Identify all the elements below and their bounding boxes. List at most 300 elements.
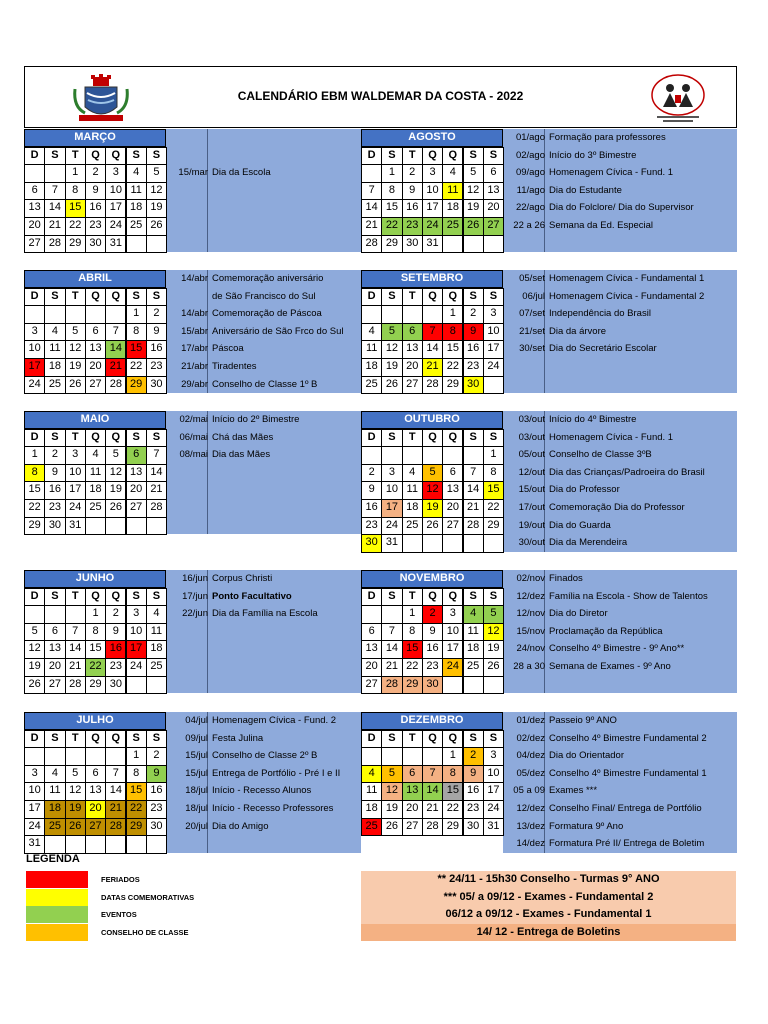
day-cell-outubro-13: 13 (442, 481, 463, 500)
event-text: Homenagem Cívica - Fundamental 2 (549, 290, 705, 302)
day-cell-outubro-17: 17 (381, 499, 402, 518)
day-header: Q (422, 147, 443, 166)
day-cell-abril-17: 17 (24, 358, 45, 377)
day-cell-setembro-21: 21 (422, 358, 443, 377)
day-cell-junho-3: 3 (126, 605, 147, 624)
day-cell-março-30: 30 (85, 235, 106, 254)
day-header: Q (85, 588, 106, 607)
event-date: 03/out (518, 431, 545, 443)
day-cell-março-24: 24 (105, 217, 126, 236)
day-header: S (126, 730, 147, 749)
day-cell-maio-28: 28 (146, 499, 167, 518)
day-cell-junho-2: 2 (105, 605, 126, 624)
event-date: 28 a 30 (513, 661, 545, 672)
day-cell-novembro-30: 30 (422, 676, 443, 695)
event-date: 15/abr (181, 325, 208, 337)
event-date: 09/ago (515, 167, 545, 179)
day-header: Q (85, 429, 106, 448)
day-cell-dezembro-7: 7 (422, 765, 443, 784)
event-date: 11/ago (516, 184, 545, 196)
day-cell-maio-4: 4 (85, 446, 106, 465)
day-cell-outubro-10: 10 (381, 481, 402, 500)
event-item (168, 588, 359, 606)
day-cell-outubro-23: 23 (361, 517, 382, 536)
day-cell-maio-8: 8 (24, 464, 45, 483)
day-cell-empty (442, 676, 463, 695)
day-cell-setembro-8: 8 (442, 323, 463, 342)
day-header: Q (105, 147, 126, 166)
event-text: Dia das Crianças/Padroeira do Brasil (549, 466, 705, 478)
day-cell-outubro-28: 28 (463, 517, 484, 536)
day-cell-outubro-15: 15 (483, 481, 504, 500)
day-cell-setembro-16: 16 (463, 340, 484, 359)
day-cell-agosto-21: 21 (361, 217, 382, 236)
event-date: 15/jul (185, 767, 208, 779)
day-cell-março-16: 16 (85, 199, 106, 218)
day-cell-julho-23: 23 (146, 800, 167, 819)
day-cell-junho-8: 8 (85, 623, 106, 642)
day-cell-maio-12: 12 (105, 464, 126, 483)
day-cell-dezembro-19: 19 (381, 800, 402, 819)
event-item (505, 765, 735, 783)
day-cell-novembro-22: 22 (402, 658, 423, 677)
day-cell-dezembro-27: 27 (402, 818, 423, 837)
day-cell-outubro-8: 8 (483, 464, 504, 483)
event-item (505, 446, 735, 464)
day-cell-outubro-5: 5 (422, 464, 443, 483)
event-date: 17/jun (182, 590, 208, 602)
day-cell-empty (381, 605, 402, 624)
event-item (168, 147, 359, 165)
day-cell-setembro-19: 19 (381, 358, 402, 377)
day-cell-abril-1: 1 (126, 305, 147, 324)
day-cell-empty (24, 305, 45, 324)
day-cell-empty (105, 835, 126, 854)
day-cell-abril-8: 8 (126, 323, 147, 342)
event-item (505, 182, 735, 200)
day-cell-agosto-27: 27 (483, 217, 504, 236)
day-cell-setembro-7: 7 (422, 323, 443, 342)
event-item (505, 588, 735, 606)
day-cell-junho-28: 28 (65, 676, 86, 695)
day-cell-julho-28: 28 (105, 818, 126, 837)
event-item (168, 164, 359, 182)
event-text: Dia do Folclore/ Dia do Supervisor (549, 202, 694, 214)
day-cell-dezembro-14: 14 (422, 782, 443, 801)
day-cell-agosto-28: 28 (361, 235, 382, 254)
day-cell-março-21: 21 (44, 217, 65, 236)
day-cell-março-28: 28 (44, 235, 65, 254)
day-header: S (381, 147, 402, 166)
event-item (168, 305, 359, 323)
day-cell-março-7: 7 (44, 182, 65, 201)
day-header: Q (85, 147, 106, 166)
day-cell-dezembro-8: 8 (442, 765, 463, 784)
day-cell-dezembro-16: 16 (463, 782, 484, 801)
day-cell-empty (483, 376, 504, 395)
event-item (168, 570, 359, 588)
day-cell-julho-4: 4 (44, 765, 65, 784)
event-date: 13/dez (516, 820, 545, 832)
school-logo (647, 73, 709, 123)
day-cell-abril-12: 12 (65, 340, 86, 359)
event-date: 24/nov (516, 643, 545, 655)
day-cell-empty (402, 305, 423, 324)
event-item (505, 129, 735, 147)
event-text: de São Francisco do Sul (212, 290, 316, 302)
day-cell-agosto-14: 14 (361, 199, 382, 218)
day-cell-julho-12: 12 (65, 782, 86, 801)
day-cell-março-11: 11 (126, 182, 147, 201)
event-text: Aniversário de São Frco do Sul (212, 325, 344, 337)
day-cell-empty (463, 235, 484, 254)
event-date: 05/dez (516, 767, 545, 779)
day-header: S (44, 288, 65, 307)
event-text: Dia da Família na Escola (212, 608, 318, 620)
event-text: Dia do Professor (549, 484, 620, 496)
event-date: 12/out (518, 466, 545, 478)
day-header: Q (105, 429, 126, 448)
page-title: CALENDÁRIO EBM WALDEMAR DA COSTA - 2022 (237, 89, 524, 103)
day-cell-junho-13: 13 (44, 640, 65, 659)
day-cell-dezembro-1: 1 (442, 747, 463, 766)
day-cell-agosto-2: 2 (402, 164, 423, 183)
day-cell-empty (44, 747, 65, 766)
day-cell-dezembro-3: 3 (483, 747, 504, 766)
day-cell-empty (146, 676, 167, 695)
event-item (168, 765, 359, 783)
day-header: D (24, 730, 45, 749)
day-cell-julho-9: 9 (146, 765, 167, 784)
day-cell-empty (126, 676, 147, 695)
day-cell-julho-16: 16 (146, 782, 167, 801)
day-cell-junho-10: 10 (126, 623, 147, 642)
event-item (168, 712, 359, 730)
day-cell-abril-9: 9 (146, 323, 167, 342)
day-cell-novembro-18: 18 (463, 640, 484, 659)
day-cell-outubro-4: 4 (402, 464, 423, 483)
event-text: Entrega de Portfólio - Pré I e II (212, 767, 341, 779)
legend-swatch (26, 906, 88, 923)
event-item (505, 464, 735, 482)
event-text: Finados (549, 573, 583, 584)
day-cell-julho-25: 25 (44, 818, 65, 837)
day-cell-março-31: 31 (105, 235, 126, 254)
day-cell-novembro-29: 29 (402, 676, 423, 695)
day-cell-julho-24: 24 (24, 818, 45, 837)
day-cell-agosto-17: 17 (422, 199, 443, 218)
day-header: S (146, 429, 167, 448)
day-cell-empty (381, 305, 402, 324)
event-item (505, 623, 735, 641)
event-item (168, 288, 359, 306)
event-date: 15/nov (516, 625, 545, 637)
day-cell-agosto-22: 22 (381, 217, 402, 236)
event-text: Dia da Escola (212, 167, 271, 179)
day-cell-julho-6: 6 (85, 765, 106, 784)
day-header: Q (442, 147, 463, 166)
event-text: Conselho de Classe 2º B (212, 750, 318, 762)
day-cell-julho-10: 10 (24, 782, 45, 801)
day-header: D (24, 147, 45, 166)
day-cell-novembro-5: 5 (483, 605, 504, 624)
day-cell-maio-24: 24 (65, 499, 86, 518)
day-cell-agosto-15: 15 (381, 199, 402, 218)
day-cell-dezembro-30: 30 (463, 818, 484, 837)
day-cell-setembro-29: 29 (442, 376, 463, 395)
day-header: S (463, 147, 484, 166)
day-cell-empty (483, 235, 504, 254)
event-text: Início do 3º Bimestre (549, 149, 637, 161)
day-cell-julho-1: 1 (126, 747, 147, 766)
day-cell-empty (402, 446, 423, 465)
day-cell-abril-7: 7 (105, 323, 126, 342)
day-cell-junho-25: 25 (146, 658, 167, 677)
day-cell-maio-17: 17 (65, 481, 86, 500)
legend-label: EVENTOS (101, 910, 137, 920)
day-header: D (361, 288, 382, 307)
day-cell-empty (361, 446, 382, 465)
day-cell-dezembro-24: 24 (483, 800, 504, 819)
day-cell-abril-23: 23 (146, 358, 167, 377)
day-cell-empty (126, 235, 147, 254)
day-cell-dezembro-11: 11 (361, 782, 382, 801)
day-cell-maio-19: 19 (105, 481, 126, 500)
day-cell-novembro-16: 16 (422, 640, 443, 659)
event-date: 05/set (519, 273, 545, 284)
day-header: D (361, 429, 382, 448)
day-cell-setembro-13: 13 (402, 340, 423, 359)
day-header: S (44, 147, 65, 166)
day-cell-maio-10: 10 (65, 464, 86, 483)
day-header: S (126, 288, 147, 307)
day-cell-empty (381, 446, 402, 465)
event-item (168, 358, 359, 376)
day-cell-empty (402, 747, 423, 766)
day-cell-março-22: 22 (65, 217, 86, 236)
day-cell-julho-31: 31 (24, 835, 45, 854)
event-item (505, 147, 735, 165)
day-cell-empty (381, 747, 402, 766)
day-cell-novembro-26: 26 (483, 658, 504, 677)
day-cell-abril-2: 2 (146, 305, 167, 324)
day-cell-empty (126, 835, 147, 854)
day-cell-empty (483, 676, 504, 695)
day-cell-abril-13: 13 (85, 340, 106, 359)
day-cell-agosto-29: 29 (381, 235, 402, 254)
day-cell-novembro-7: 7 (381, 623, 402, 642)
day-cell-julho-14: 14 (105, 782, 126, 801)
day-cell-empty (146, 517, 167, 536)
event-date: 02/nov (516, 573, 545, 584)
day-cell-setembro-18: 18 (361, 358, 382, 377)
day-cell-junho-14: 14 (65, 640, 86, 659)
event-date: 07/set (519, 308, 545, 320)
day-cell-maio-3: 3 (65, 446, 86, 465)
day-cell-dezembro-15: 15 (442, 782, 463, 801)
event-text: Conselho de Classe 3ºB (549, 449, 652, 461)
school-logo-icon (647, 73, 709, 123)
day-cell-empty (44, 164, 65, 183)
day-cell-maio-21: 21 (146, 481, 167, 500)
day-cell-agosto-8: 8 (381, 182, 402, 201)
day-cell-novembro-27: 27 (361, 676, 382, 695)
day-header: D (361, 147, 382, 166)
month-title-abril: ABRIL (24, 270, 166, 288)
day-cell-empty (463, 676, 484, 695)
event-item (168, 800, 359, 818)
day-cell-março-25: 25 (126, 217, 147, 236)
day-cell-setembro-10: 10 (483, 323, 504, 342)
day-cell-setembro-22: 22 (442, 358, 463, 377)
day-header: T (65, 147, 86, 166)
day-cell-outubro-26: 26 (422, 517, 443, 536)
day-cell-novembro-1: 1 (402, 605, 423, 624)
day-cell-agosto-11: 11 (442, 182, 463, 201)
day-cell-empty (146, 235, 167, 254)
event-date: 22/jun (182, 608, 208, 620)
event-item (505, 747, 735, 765)
day-cell-novembro-3: 3 (442, 605, 463, 624)
event-date: 01/ago (515, 132, 545, 143)
day-cell-maio-7: 7 (146, 446, 167, 465)
event-text: Família na Escola - Show de Talentos (549, 590, 708, 602)
day-cell-novembro-4: 4 (463, 605, 484, 624)
day-cell-julho-27: 27 (85, 818, 106, 837)
day-cell-setembro-28: 28 (422, 376, 443, 395)
day-cell-agosto-12: 12 (463, 182, 484, 201)
event-item (505, 712, 735, 730)
day-cell-dezembro-12: 12 (381, 782, 402, 801)
day-cell-setembro-11: 11 (361, 340, 382, 359)
event-text: Homenagem Cívica - Fund. 1 (549, 167, 674, 179)
day-cell-março-15: 15 (65, 199, 86, 218)
day-cell-agosto-25: 25 (442, 217, 463, 236)
event-item (505, 164, 735, 182)
day-cell-setembro-30: 30 (463, 376, 484, 395)
day-header: D (24, 588, 45, 607)
day-cell-maio-27: 27 (126, 499, 147, 518)
day-cell-agosto-16: 16 (402, 199, 423, 218)
day-cell-março-3: 3 (105, 164, 126, 183)
day-cell-abril-18: 18 (44, 358, 65, 377)
day-cell-abril-25: 25 (44, 376, 65, 395)
event-item (168, 340, 359, 358)
event-text: Homenagem Cívica - Fundamental 1 (549, 273, 705, 284)
note-line: ** 24/11 - 15h30 Conselho - Turmas 9° ANO (361, 871, 736, 889)
event-item (168, 411, 359, 429)
day-cell-empty (442, 446, 463, 465)
event-item (505, 730, 735, 748)
event-item (505, 270, 735, 288)
event-text: Dia do Guarda (549, 519, 611, 531)
day-cell-outubro-12: 12 (422, 481, 443, 500)
day-cell-dezembro-4: 4 (361, 765, 382, 784)
event-text: Chá das Mães (212, 431, 274, 443)
day-cell-setembro-9: 9 (463, 323, 484, 342)
event-text: Conselho de Classe 1º B (212, 378, 318, 390)
day-cell-março-26: 26 (146, 217, 167, 236)
day-header: S (381, 588, 402, 607)
day-cell-empty (361, 164, 382, 183)
day-cell-abril-6: 6 (85, 323, 106, 342)
day-cell-setembro-23: 23 (463, 358, 484, 377)
day-header: Q (85, 288, 106, 307)
day-cell-novembro-12: 12 (483, 623, 504, 642)
day-cell-novembro-24: 24 (442, 658, 463, 677)
day-header: T (65, 588, 86, 607)
day-cell-abril-26: 26 (65, 376, 86, 395)
day-cell-abril-27: 27 (85, 376, 106, 395)
event-text: Independência do Brasil (549, 308, 651, 320)
event-item (505, 570, 735, 588)
day-cell-agosto-10: 10 (422, 182, 443, 201)
event-date: 12/dez (516, 803, 545, 814)
event-text: Semana da Ed. Especial (549, 220, 654, 231)
event-text: Exames *** (549, 785, 598, 797)
day-cell-outubro-19: 19 (422, 499, 443, 518)
day-cell-agosto-6: 6 (483, 164, 504, 183)
event-date: 18/jul (185, 803, 208, 814)
day-cell-novembro-15: 15 (402, 640, 423, 659)
day-header: Q (422, 730, 443, 749)
day-cell-empty (65, 605, 86, 624)
event-text: Ponto Facultativo (212, 590, 292, 602)
day-cell-dezembro-26: 26 (381, 818, 402, 837)
event-date: 14/abr (181, 273, 208, 284)
event-text: Festa Julina (212, 732, 264, 744)
note-line: 14/ 12 - Entrega de Boletins (361, 924, 736, 942)
day-cell-dezembro-18: 18 (361, 800, 382, 819)
event-item (505, 782, 735, 800)
day-cell-setembro-20: 20 (402, 358, 423, 377)
day-cell-outubro-7: 7 (463, 464, 484, 483)
day-header: S (463, 588, 484, 607)
day-cell-dezembro-29: 29 (442, 818, 463, 837)
day-cell-outubro-18: 18 (402, 499, 423, 518)
day-cell-março-20: 20 (24, 217, 45, 236)
day-cell-novembro-23: 23 (422, 658, 443, 677)
day-cell-empty (44, 305, 65, 324)
day-header: D (361, 588, 382, 607)
event-date: 21/set (519, 325, 545, 337)
day-header: D (361, 730, 382, 749)
day-cell-dezembro-23: 23 (463, 800, 484, 819)
event-text: Conselho 4º Bimestre Fundamental 2 (549, 732, 707, 744)
day-cell-julho-18: 18 (44, 800, 65, 819)
day-cell-novembro-19: 19 (483, 640, 504, 659)
event-date: 17/out (518, 502, 545, 513)
day-cell-setembro-14: 14 (422, 340, 443, 359)
day-header: Q (85, 730, 106, 749)
day-header: S (463, 288, 484, 307)
event-text: Dia do Orientador (549, 750, 624, 762)
day-cell-agosto-7: 7 (361, 182, 382, 201)
day-cell-empty (402, 534, 423, 553)
day-cell-setembro-1: 1 (442, 305, 463, 324)
event-date: 30/set (519, 343, 545, 355)
day-cell-agosto-31: 31 (422, 235, 443, 254)
day-cell-junho-17: 17 (126, 640, 147, 659)
day-cell-empty (24, 747, 45, 766)
day-header: S (381, 730, 402, 749)
event-text: Formação para professores (549, 132, 666, 143)
day-header: S (44, 588, 65, 607)
day-cell-dezembro-13: 13 (402, 782, 423, 801)
day-cell-maio-9: 9 (44, 464, 65, 483)
day-cell-empty (85, 305, 106, 324)
event-text: Dia do Diretor (549, 608, 608, 620)
